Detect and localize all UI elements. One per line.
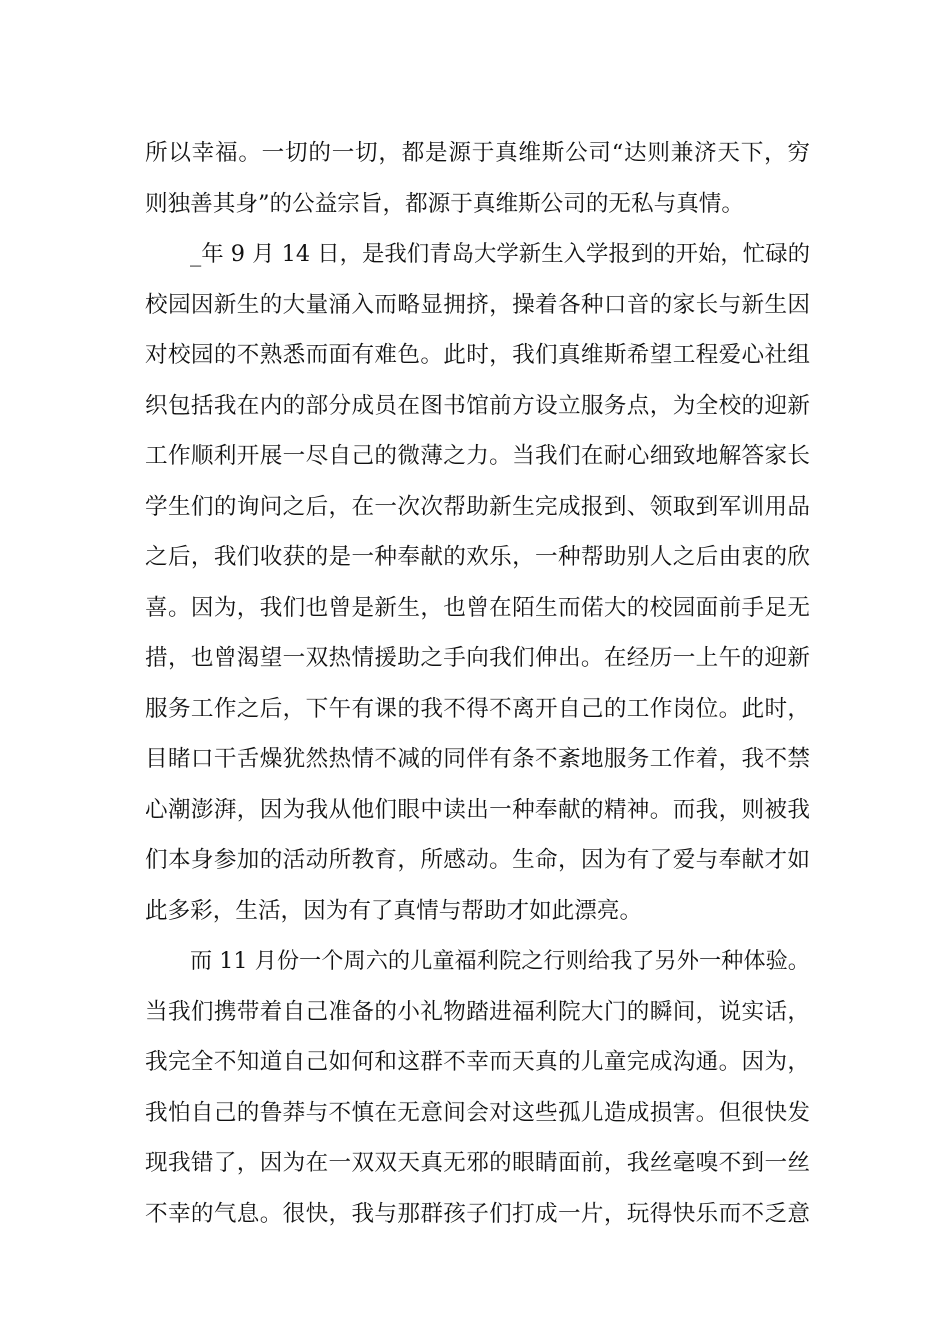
text-line: 而 11 月份一个周六的儿童福利院之行则给我了另外一种体验。 [190,948,810,974]
text-line: 喜。因为，我们也曾是新生，也曾在陌生而偌大的校园面前手足无 [145,594,810,621]
text-line: 工作顺利开展一尽自己的微薄之力。当我们在耐心细致地解答家长 [145,443,810,469]
text-line: 校园因新生的大量涌入而略显拥挤，操着各种口音的家长与新生因 [145,291,810,318]
text-line: 目睹口干舌燥犹然热情不减的同伴有条不紊地服务工作着，我不禁 [145,746,810,772]
text-line: 学生们的询问之后，在一次次帮助新生完成报到、领取到军训用品 [145,493,810,520]
text-line: _年 9 月 14 日，是我们青岛大学新生入学报到的开始，忙碌的 [190,241,810,267]
text-line: 我怕自己的鲁莽与不慎在无意间会对这些孤儿造成损害。但很快发 [145,1099,810,1126]
text-line: 之后，我们收获的是一种奉献的欢乐，一种帮助别人之后由衷的欣 [145,544,810,570]
text-line: 织包括我在内的部分成员在图书馆前方设立服务点，为全校的迎新 [145,392,810,419]
text-line: 我完全不知道自己如何和这群不幸而天真的儿童完成沟通。因为， [145,1049,810,1075]
text-line: 心潮澎湃，因为我从他们眼中读出一种奉献的精神。而我，则被我 [145,796,810,823]
text-line: 所以幸福。一切的一切，都是源于真维斯公司“达则兼济天下，穷 [145,140,810,166]
text-line: 对校园的不熟悉而面有难色。此时，我们真维斯希望工程爱心社组 [145,342,810,368]
text-line: 们本身参加的活动所教育，所感动。生命，因为有了爱与奉献才如 [145,847,810,873]
text-line: 现我错了，因为在一双双天真无邪的眼睛面前，我丝毫嗅不到一丝 [145,1150,810,1176]
text-line: 则独善其身”的公益宗旨，都源于真维斯公司的无私与真情。 [145,190,744,217]
text-line: 当我们携带着自己准备的小礼物踏进福利院大门的瞬间，说实话， [145,998,810,1025]
text-line: 不幸的气息。很快，我与那群孩子们打成一片，玩得快乐而不乏意 [145,1200,810,1227]
text-line: 措，也曾渴望一双热情援助之手向我们伸出。在经历一上午的迎新 [145,645,810,671]
text-line: 此多彩，生活，因为有了真情与帮助才如此漂亮。 [145,897,643,924]
body-text [145,128,810,1239]
text-line: 服务工作之后，下午有课的我不得不离开自己的工作岗位。此时， [145,695,810,722]
